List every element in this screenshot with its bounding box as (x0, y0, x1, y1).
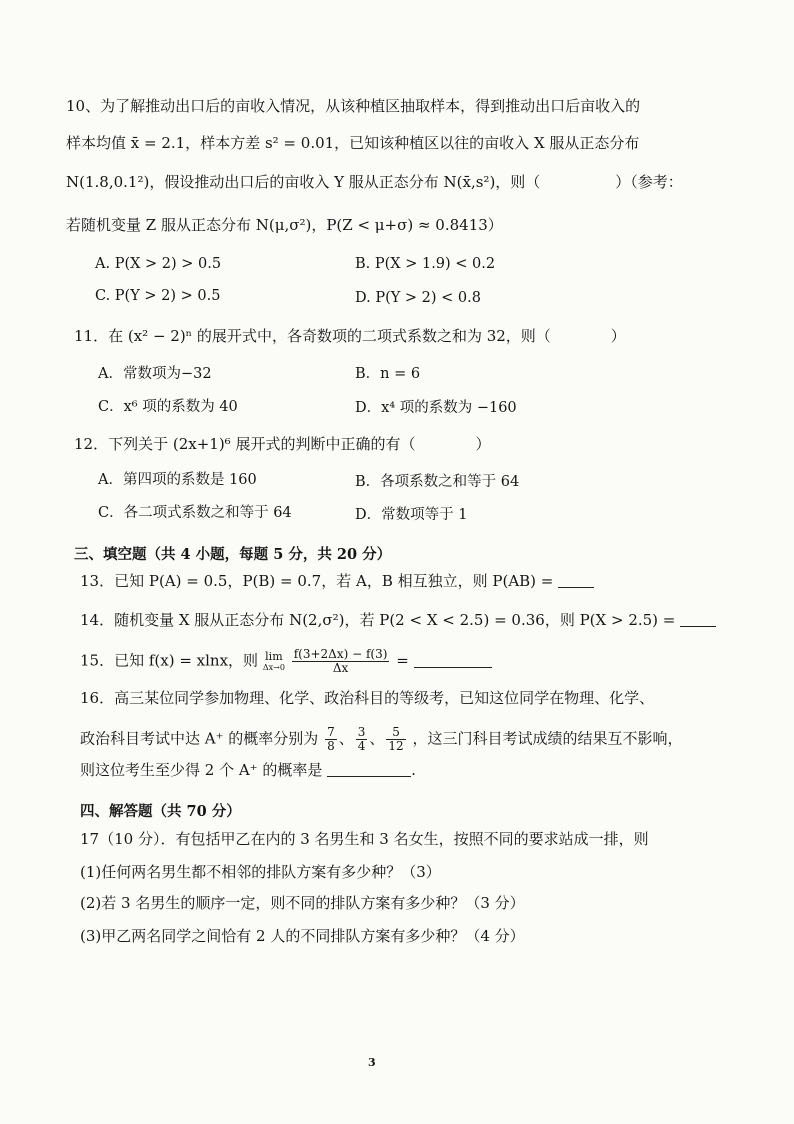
q16-sep-2: 、 (369, 729, 385, 748)
q13-answer-blank[interactable] (558, 573, 594, 588)
q17-part-2: (2)若 3 名男生的顺序一定，则不同的排队方案有多少种？（3 分） (80, 894, 525, 912)
q15-line (80, 648, 492, 675)
section-fill-in-heading: 三、填空题（共 4 小题，每题 5 分，共 20 分） (74, 546, 392, 563)
q16-line-2 (80, 726, 682, 753)
q15-limit (263, 651, 285, 672)
q11-option-d: D．x⁴ 项的系数为 −160 (355, 400, 517, 416)
q15-fraction (292, 648, 390, 675)
q10-line-3: N(1.8,0.1²)，假设推动出口后的亩收入 Y 服从正态分布 N(x̄,s²)，则（ ）（参考： (66, 173, 683, 191)
q16-frac2-den: 4 (357, 739, 366, 753)
q15-equals: = (396, 651, 409, 670)
q12-option-b: B．各项系数之和等于 64 (355, 474, 520, 490)
q15-answer-blank[interactable] (414, 653, 492, 668)
q17-stem: 17（10 分）．有包括甲乙在内的 3 名男生和 3 名女生，按照不同的要求站成一排，则 (80, 830, 649, 848)
q15-denominator: Δx (332, 661, 349, 675)
q10-line-2: 样本均值 x̄ = 2.1，样本方差 s² = 0.01，已知该种植区以往的亩收入 X 服从正态分布 (66, 134, 640, 152)
q12-stem: 12．下列关于 (2x+1)⁶ 展开式的判断中正确的有（ ） (74, 435, 491, 453)
q16-line-1: 16．高三某位同学参加物理、化学、政治科目的等级考，已知这位同学在物理、化学、 (80, 689, 655, 707)
q16-frac3-den: 12 (388, 739, 404, 753)
q13-text: 13．已知 P(A) = 0.5，P(B) = 0.7，若 A，B 相互独立，则 P(AB) = (80, 572, 554, 590)
q11-stem: 11．在 (x² − 2)ⁿ 的展开式中，各奇数项的二项式系数之和为 32，则（ ） (74, 327, 626, 345)
q16-fraction-physics (325, 726, 337, 753)
q16-sep-1: 、 (338, 729, 354, 748)
q12-option-c: C．各二项式系数之和等于 64 (98, 505, 292, 521)
q10-line-4: 若随机变量 Z 服从正态分布 N(μ,σ²)，P(Z < μ+σ) ≈ 0.8413） (66, 216, 503, 234)
q16-line-2-prefix: 政治科目考试中达 A⁺ 的概率分别为 (80, 729, 319, 748)
q14-answer-blank[interactable] (680, 612, 716, 627)
q11-option-a: A．常数项为−32 (98, 366, 212, 382)
q16-line-3 (80, 760, 416, 780)
q17-part-3: (3)甲乙两名同学之间恰有 2 人的不同排队方案有多少种？（4 分） (80, 927, 525, 945)
q16-frac3-num: 5 (386, 726, 405, 740)
q12-option-a: A．第四项的系数是 160 (98, 472, 257, 488)
q14-text: 14．随机变量 X 服从正态分布 N(2,σ²)，若 P(2 < X < 2.5) = 0.36，则 P(X > 2.5) = (80, 611, 676, 629)
section-solutions-heading: 四、解答题（共 70 分） (80, 803, 241, 820)
q10-option-d: D. P(Y > 2) < 0.8 (355, 290, 481, 306)
q10-option-b: B. P(X > 1.9) < 0.2 (355, 256, 496, 272)
q16-frac1-den: 8 (327, 739, 335, 753)
page-number: 3 (368, 1056, 376, 1069)
q16-line-3-end: . (411, 761, 416, 779)
q11-option-c: C．x⁶ 项的系数为 40 (98, 399, 238, 415)
q16-frac2-num: 3 (357, 725, 366, 739)
q10-option-a: A. P(X > 2) > 0.5 (95, 256, 222, 272)
q13-line (80, 571, 594, 591)
q11-option-b: B．n = 6 (355, 366, 421, 382)
q14-line (80, 610, 716, 630)
q16-answer-blank[interactable] (327, 762, 411, 777)
q16-line-2-suffix: ，这三门科目考试成绩的结果互不影响， (412, 729, 683, 748)
q15-lim-label: lim (265, 650, 283, 663)
q16-fraction-chemistry (356, 726, 368, 753)
q10-line-1: 10、为了解推动出口后的亩收入情况，从该种植区抽取样本，得到推动出口后亩收入的 (66, 97, 641, 115)
q16-fraction-politics (386, 726, 405, 753)
q17-part-1: (1)任何两名男生都不相邻的排队方案有多少种？（3） (80, 863, 441, 881)
q16-line-3-text: 则这位考生至少得 2 个 A⁺ 的概率是 (80, 761, 323, 779)
q10-option-c: C. P(Y > 2) > 0.5 (95, 288, 221, 304)
q15-text: 15．已知 f(x) = xlnx，则 (80, 651, 259, 670)
q12-option-d: D．常数项等于 1 (355, 507, 468, 523)
q16-frac1-num: 7 (327, 725, 335, 739)
q15-lim-sub: Δx→0 (262, 663, 285, 672)
q15-numerator: f(3+2Δx) − f(3) (293, 647, 388, 661)
